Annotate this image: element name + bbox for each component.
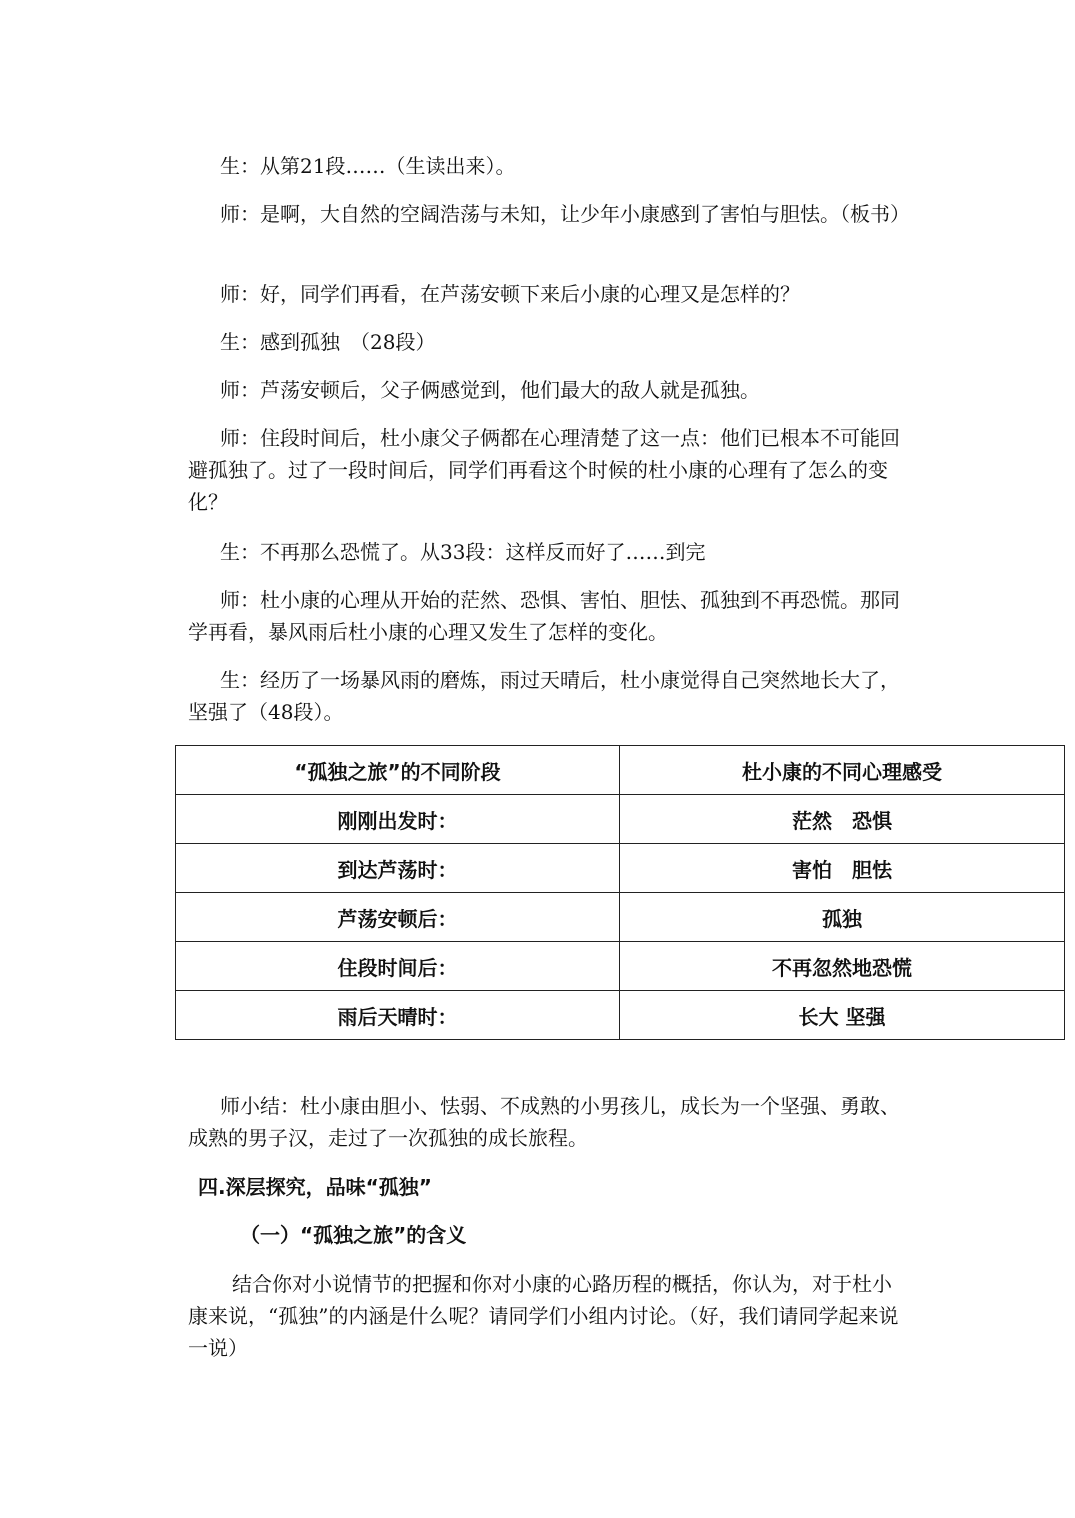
subsection-heading: （一）“孤独之旅”的含义 <box>240 1223 467 1247</box>
paragraph-closing-discussion: 结合你对小说情节的把握和你对小康的心路历程的概括，你认为，对于杜小康来说，“孤独”的内涵是什么呢？请同学们小组内讨论。（好，我们请同学起来说一说） <box>188 1272 899 1360</box>
table-cell-feeling: 不再忽然地恐慌 <box>620 942 1065 991</box>
table-cell-stage: 住段时间后： <box>176 942 620 991</box>
table-cell-feeling: 长大 坚强 <box>620 991 1065 1040</box>
paragraph-teacher-enemy: 师：芦荡安顿后，父子俩感觉到，他们最大的敌人就是孤独。 <box>220 378 760 402</box>
table-row <box>176 991 1065 1040</box>
paragraph-teacher-after-time: 师：住段时间后，杜小康父子俩都在心理清楚了这一点：他们已根本不可能回避孤独了。过了一段时间后，同学们再看这个时候的杜小康的心理有了怎么的变化？ <box>188 426 900 514</box>
table-cell-stage: 刚刚出发时： <box>176 795 620 844</box>
table-row <box>176 844 1065 893</box>
table-row <box>176 795 1065 844</box>
table-cell-stage: 到达芦荡时： <box>176 844 620 893</box>
section-heading: 四.深层探究，品味“孤独” <box>198 1175 432 1199</box>
paragraph-teacher-question-settle: 师：好，同学们再看，在芦荡安顿下来后小康的心理又是怎样的？ <box>220 282 800 306</box>
table-row <box>176 942 1065 991</box>
table-row <box>176 893 1065 942</box>
table-header-feeling: 杜小康的不同心理感受 <box>620 746 1065 795</box>
paragraph-teacher-mind-change: 师：杜小康的心理从开始的茫然、恐惧、害怕、胆怯、孤独到不再恐慌。那同学再看，暴风雨后杜小康的心理又发生了怎样的变化。 <box>188 588 900 644</box>
table-cell-stage: 芦荡安顿后： <box>176 893 620 942</box>
paragraph-teacher-summary: 师小结：杜小康由胆小、怯弱、不成熟的小男孩儿，成长为一个坚强、勇敢、成熟的男子汉，走过了一次孤独的成长旅程。 <box>188 1094 900 1150</box>
paragraph-student-21: 生：从第21段……（生读出来）。 <box>220 154 516 178</box>
paragraph-student-storm: 生：经历了一场暴风雨的磨炼，雨过天晴后，杜小康觉得自己突然地长大了，坚强了（48段）。 <box>188 668 900 724</box>
table-cell-feeling: 害怕 胆怯 <box>620 844 1065 893</box>
table-header-row <box>176 746 1065 795</box>
paragraph-student-no-panic: 生：不再那么恐慌了。从33段：这样反而好了……到完 <box>220 540 706 564</box>
table-cell-feeling: 茫然 恐惧 <box>620 795 1065 844</box>
table-cell-feeling: 孤独 <box>620 893 1065 942</box>
paragraph-student-lonely: 生：感到孤独 （28段） <box>220 330 436 354</box>
table-cell-stage: 雨后天晴时： <box>176 991 620 1040</box>
stages-table <box>175 745 1065 1040</box>
table-header-stage: “孤独之旅”的不同阶段 <box>176 746 620 795</box>
paragraph-teacher-nature: 师：是啊，大自然的空阔浩荡与未知，让少年小康感到了害怕与胆怯。（板书） <box>220 202 910 226</box>
